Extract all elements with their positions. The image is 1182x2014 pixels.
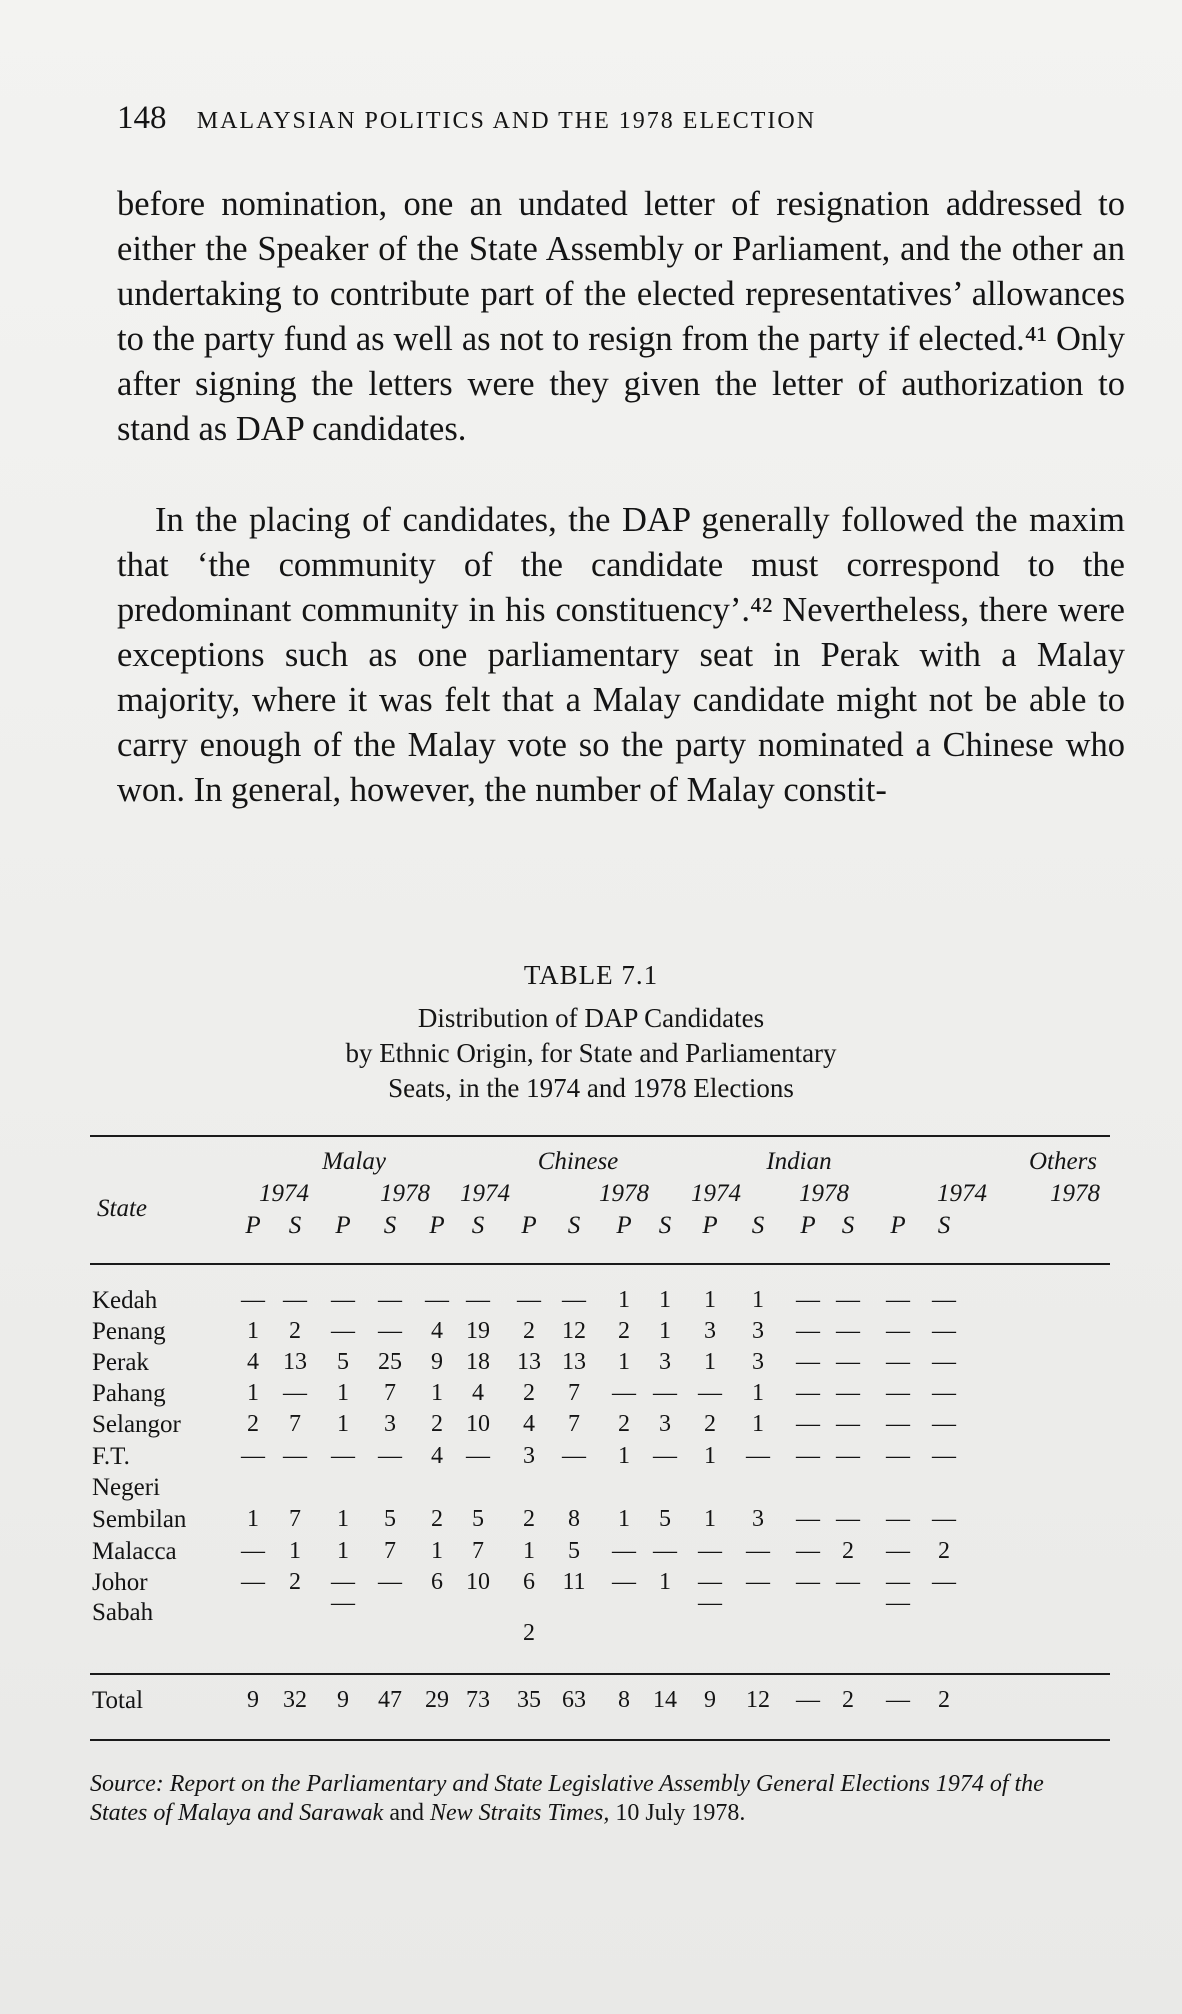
table-cell: — (886, 1349, 910, 1375)
table-cell: — (932, 1411, 956, 1437)
table-source-note (90, 1770, 1100, 1828)
table-cell: 1 (618, 1506, 630, 1532)
total-cell: 9 (337, 1687, 349, 1713)
table-cell: — (886, 1590, 910, 1616)
table-cell: 1 (752, 1287, 764, 1313)
table-cell: — (241, 1538, 265, 1564)
table-cell: 1 (247, 1318, 259, 1344)
table-cell: — (698, 1538, 722, 1564)
table-cell: 7 (568, 1380, 580, 1406)
table-cell: — (836, 1318, 860, 1344)
table-cell: 2 (523, 1318, 535, 1344)
state-name: Malacca (92, 1538, 177, 1565)
ps-header-8: P (616, 1212, 632, 1239)
table-cell: 25 (378, 1349, 402, 1375)
table-cell: 1 (337, 1380, 349, 1406)
table-cell: — (653, 1443, 677, 1469)
table-cell: 13 (283, 1349, 307, 1375)
ps-header-0: P (245, 1212, 261, 1239)
total-cell: 73 (466, 1687, 490, 1713)
ps-header-15: S (937, 1212, 951, 1239)
table-cell: 3 (659, 1411, 671, 1437)
table-cell: — (612, 1538, 636, 1564)
state-name: Perak (92, 1349, 149, 1376)
table-cell: — (836, 1349, 860, 1375)
table-cell: — (796, 1569, 820, 1595)
table-cell: — (331, 1287, 355, 1313)
table-cell: — (331, 1318, 355, 1344)
table-cell: 6 (431, 1569, 443, 1595)
table-cell: 1 (247, 1380, 259, 1406)
table-cell: 2 (618, 1411, 630, 1437)
table-cell: — (836, 1506, 860, 1532)
table-cell: 1 (752, 1411, 764, 1437)
table-cell: — (283, 1443, 307, 1469)
ps-header-4: P (429, 1212, 445, 1239)
table-cell: 1 (431, 1538, 443, 1564)
year-header-5: 1978 (799, 1180, 849, 1207)
group-header-0: Malay (322, 1148, 386, 1175)
table-cell: 2 (289, 1569, 301, 1595)
table-cell: 5 (384, 1506, 396, 1532)
ps-header-10: P (702, 1212, 718, 1239)
table-cell: 1 (618, 1349, 630, 1375)
table-cell: — (698, 1590, 722, 1616)
table-cell: 1 (431, 1380, 443, 1406)
table-cell: — (517, 1287, 541, 1313)
ps-header-6: P (521, 1212, 537, 1239)
table-cell: 18 (466, 1349, 490, 1375)
table-top-rule (90, 1135, 1110, 1137)
table-cell: 3 (752, 1349, 764, 1375)
table-cell: — (378, 1318, 402, 1344)
total-cell: 12 (746, 1687, 770, 1713)
table-cell: — (241, 1569, 265, 1595)
table-cell: — (886, 1318, 910, 1344)
total-cell: 14 (653, 1687, 677, 1713)
table-cell: 2 (523, 1380, 535, 1406)
state-name: F.T. (92, 1443, 130, 1470)
table-cell: 3 (523, 1443, 535, 1469)
total-label: Total (92, 1687, 144, 1714)
total-cell: 32 (283, 1687, 307, 1713)
state-name: Sabah (92, 1599, 154, 1626)
page-header (117, 100, 816, 137)
page-number: 148 (117, 100, 167, 136)
table-cell: 2 (618, 1318, 630, 1344)
year-header-0: 1974 (259, 1180, 309, 1207)
source-label: Source: (90, 1771, 164, 1797)
table-caption-line-2: by Ethnic Origin, for State and Parliamentary (345, 1038, 837, 1068)
table-cell: — (886, 1506, 910, 1532)
table-cell: 11 (562, 1569, 586, 1595)
table-cell: 4 (247, 1349, 259, 1375)
table-cell: — (331, 1569, 355, 1595)
table-cell: 1 (618, 1287, 630, 1313)
table-cell: — (425, 1287, 449, 1313)
table-cell: — (886, 1569, 910, 1595)
table-cell: 13 (562, 1349, 586, 1375)
table-cell: — (886, 1538, 910, 1564)
total-cell: 29 (425, 1687, 449, 1713)
ps-header-11: S (751, 1212, 765, 1239)
state-name: Pahang (92, 1380, 166, 1407)
table-cell: 1 (659, 1569, 671, 1595)
ps-header-7: S (567, 1212, 581, 1239)
table-cell: — (886, 1411, 910, 1437)
state-name: Johor (92, 1569, 148, 1596)
total-cell: — (796, 1687, 820, 1713)
ps-header-5: S (471, 1212, 485, 1239)
table-cell: — (653, 1380, 677, 1406)
table-cell: 1 (337, 1411, 349, 1437)
table-cell: 5 (568, 1538, 580, 1564)
group-header-1: Chinese (537, 1148, 619, 1175)
table-cell: 1 (247, 1506, 259, 1532)
table-cell: 7 (384, 1380, 396, 1406)
table-cell: — (746, 1569, 770, 1595)
table-cell: — (796, 1318, 820, 1344)
table-cell: 2 (431, 1411, 443, 1437)
table-cell: 10 (466, 1411, 490, 1437)
year-header-2: 1974 (460, 1180, 510, 1207)
table-cell: — (796, 1349, 820, 1375)
table-cell: 7 (289, 1506, 301, 1532)
table-cell: 19 (466, 1318, 490, 1344)
table-total-rule (90, 1673, 1110, 1675)
table-cell: — (241, 1443, 265, 1469)
table-cell: — (612, 1380, 636, 1406)
table-cell: 1 (337, 1538, 349, 1564)
table-cell: — (562, 1443, 586, 1469)
table-cell: — (932, 1506, 956, 1532)
table-cell: 2 (842, 1538, 854, 1564)
table-cell: — (653, 1538, 677, 1564)
table-cell: 4 (431, 1318, 443, 1344)
table-header-rule (90, 1263, 1110, 1265)
table-cell: 5 (472, 1506, 484, 1532)
table-cell: 1 (289, 1538, 301, 1564)
table-cell: — (932, 1287, 956, 1313)
year-header-3: 1978 (599, 1180, 649, 1207)
table-cell: — (932, 1318, 956, 1344)
state-name: Kedah (92, 1287, 158, 1314)
table-cell: 4 (472, 1380, 484, 1406)
source-report-title: Report on the Parliamentary and State Legislative Assembly General Elections 1974 of the States of Malaya and Sarawak (90, 1771, 1044, 1826)
table-cell: 12 (562, 1318, 586, 1344)
table-cell: — (932, 1380, 956, 1406)
body-paragraph-1: before nomination, one an undated letter of resignation addressed to either the Speaker of the State Assembly or Parliament, and the other an undertaking to contribute part of the elected representatives’ allowances to the party fund as well as not to resign from the party if elected.⁴¹ Only after signing the letters were they given the letter of authorization to stand as DAP candidates. (117, 185, 1125, 448)
table-cell: — (836, 1569, 860, 1595)
table-cell: 9 (431, 1349, 443, 1375)
state-name: Negeri (92, 1474, 161, 1501)
table-cell: — (796, 1506, 820, 1532)
table-cell: 1 (337, 1506, 349, 1532)
table-cell: — (378, 1569, 402, 1595)
running-title: MALAYSIAN POLITICS AND THE 1978 ELECTION (196, 108, 817, 134)
table-cell: — (886, 1287, 910, 1313)
table-cell: 1 (704, 1506, 716, 1532)
table-cell: — (836, 1411, 860, 1437)
table-cell: — (283, 1287, 307, 1313)
table-cell: — (836, 1380, 860, 1406)
table-cell: 13 (517, 1349, 541, 1375)
table-cell: — (836, 1287, 860, 1313)
table-cell: — (378, 1443, 402, 1469)
table-cell: 10 (466, 1569, 490, 1595)
table-cell: 3 (752, 1318, 764, 1344)
year-header-7: 1978 (1050, 1180, 1100, 1207)
state-name: Sembilan (92, 1506, 187, 1533)
table-cell: — (796, 1287, 820, 1313)
table-caption-line-3: Seats, in the 1974 and 1978 Elections (388, 1073, 794, 1103)
table-cell: 3 (384, 1411, 396, 1437)
table-cell: 1 (618, 1443, 630, 1469)
table-cell: — (241, 1287, 265, 1313)
total-cell: — (886, 1687, 910, 1713)
ps-header-9: S (658, 1212, 672, 1239)
table-cell: — (796, 1443, 820, 1469)
table-cell: — (836, 1443, 860, 1469)
total-cell: 2 (842, 1687, 854, 1713)
table-bottom-rule (90, 1739, 1110, 1741)
table-cell: — (932, 1569, 956, 1595)
state-column-header: State (97, 1195, 147, 1222)
ps-header-2: P (335, 1212, 351, 1239)
table-cell: 2 (247, 1411, 259, 1437)
table-cell: 4 (431, 1443, 443, 1469)
table-cell: — (378, 1287, 402, 1313)
table-cell: 3 (659, 1349, 671, 1375)
table-cell: — (612, 1569, 636, 1595)
table-cell: 7 (384, 1538, 396, 1564)
group-header-3: Others (1028, 1148, 1098, 1175)
total-cell: 9 (247, 1687, 259, 1713)
table-cell: 2 (431, 1506, 443, 1532)
body-paragraph-2: In the placing of candidates, the DAP generally followed the maxim that ‘the community of the candidate must correspond to the predominant community in his constituency’.⁴² Nevertheless, there were exceptions such as one parliamentary seat in Perak with a Malay majority, where it was felt that a Malay candidate might not be able to carry enough of the Malay vote so the party nominated a Chinese who won. In general, however, the number of Malay constit- (117, 501, 1125, 809)
table-cell: — (331, 1590, 355, 1616)
ps-header-3: S (383, 1212, 397, 1239)
table-cell: — (746, 1538, 770, 1564)
total-cell: 2 (938, 1687, 950, 1713)
table-cell: — (886, 1443, 910, 1469)
table-cell: — (283, 1380, 307, 1406)
group-header-2: Indian (766, 1148, 832, 1175)
table-cell: — (932, 1443, 956, 1469)
table-number: TABLE 7.1 (523, 960, 659, 990)
year-header-1: 1978 (380, 1180, 430, 1207)
table-cell: — (796, 1380, 820, 1406)
state-name: Selangor (92, 1411, 181, 1438)
table-cell: 8 (568, 1506, 580, 1532)
table-cell: 5 (659, 1506, 671, 1532)
table-cell: 1 (752, 1380, 764, 1406)
total-cell: 35 (517, 1687, 541, 1713)
table-cell: 7 (289, 1411, 301, 1437)
table-cell: 2 (523, 1506, 535, 1532)
table-cell: — (746, 1443, 770, 1469)
table-cell: 3 (752, 1506, 764, 1532)
table-cell: 6 (523, 1569, 535, 1595)
table-cell: 7 (472, 1538, 484, 1564)
total-cell: 9 (704, 1687, 716, 1713)
table-cell: — (562, 1287, 586, 1313)
table-cell: — (466, 1443, 490, 1469)
ps-header-14: P (890, 1212, 906, 1239)
table-cell: 2 (938, 1538, 950, 1564)
table-cell: 5 (337, 1349, 349, 1375)
table-cell: — (331, 1443, 355, 1469)
table-caption-line-1: Distribution of DAP Candidates (417, 1003, 765, 1033)
total-cell: 63 (562, 1687, 586, 1713)
table-cell: — (698, 1380, 722, 1406)
table-cell: — (466, 1287, 490, 1313)
table-cell: — (932, 1349, 956, 1375)
ps-header-13: S (841, 1212, 855, 1239)
table-cell: 7 (568, 1411, 580, 1437)
table-cell: 1 (704, 1443, 716, 1469)
table-cell: 3 (704, 1318, 716, 1344)
table-cell: 4 (523, 1411, 535, 1437)
year-header-6: 1974 (937, 1180, 987, 1207)
table-cell: — (796, 1538, 820, 1564)
table-cell: 1 (659, 1318, 671, 1344)
year-header-4: 1974 (691, 1180, 741, 1207)
source-and: and (389, 1800, 424, 1826)
table-cell: — (698, 1569, 722, 1595)
total-cell: 8 (618, 1687, 630, 1713)
table-cell: 2 (523, 1620, 535, 1646)
total-cell: 47 (378, 1687, 402, 1713)
table-cell: 1 (704, 1349, 716, 1375)
table-cell: 2 (704, 1411, 716, 1437)
table-cell: 1 (523, 1538, 535, 1564)
source-newspaper: New Straits Times, (429, 1800, 610, 1826)
table-cell: 1 (659, 1287, 671, 1313)
table-cell: — (886, 1380, 910, 1406)
state-name: Penang (92, 1318, 166, 1345)
table-cell: 1 (704, 1287, 716, 1313)
ps-header-1: S (288, 1212, 302, 1239)
source-date: 10 July 1978. (615, 1800, 746, 1826)
table-cell: 2 (289, 1318, 301, 1344)
table-cell: — (796, 1411, 820, 1437)
ps-header-12: P (800, 1212, 816, 1239)
